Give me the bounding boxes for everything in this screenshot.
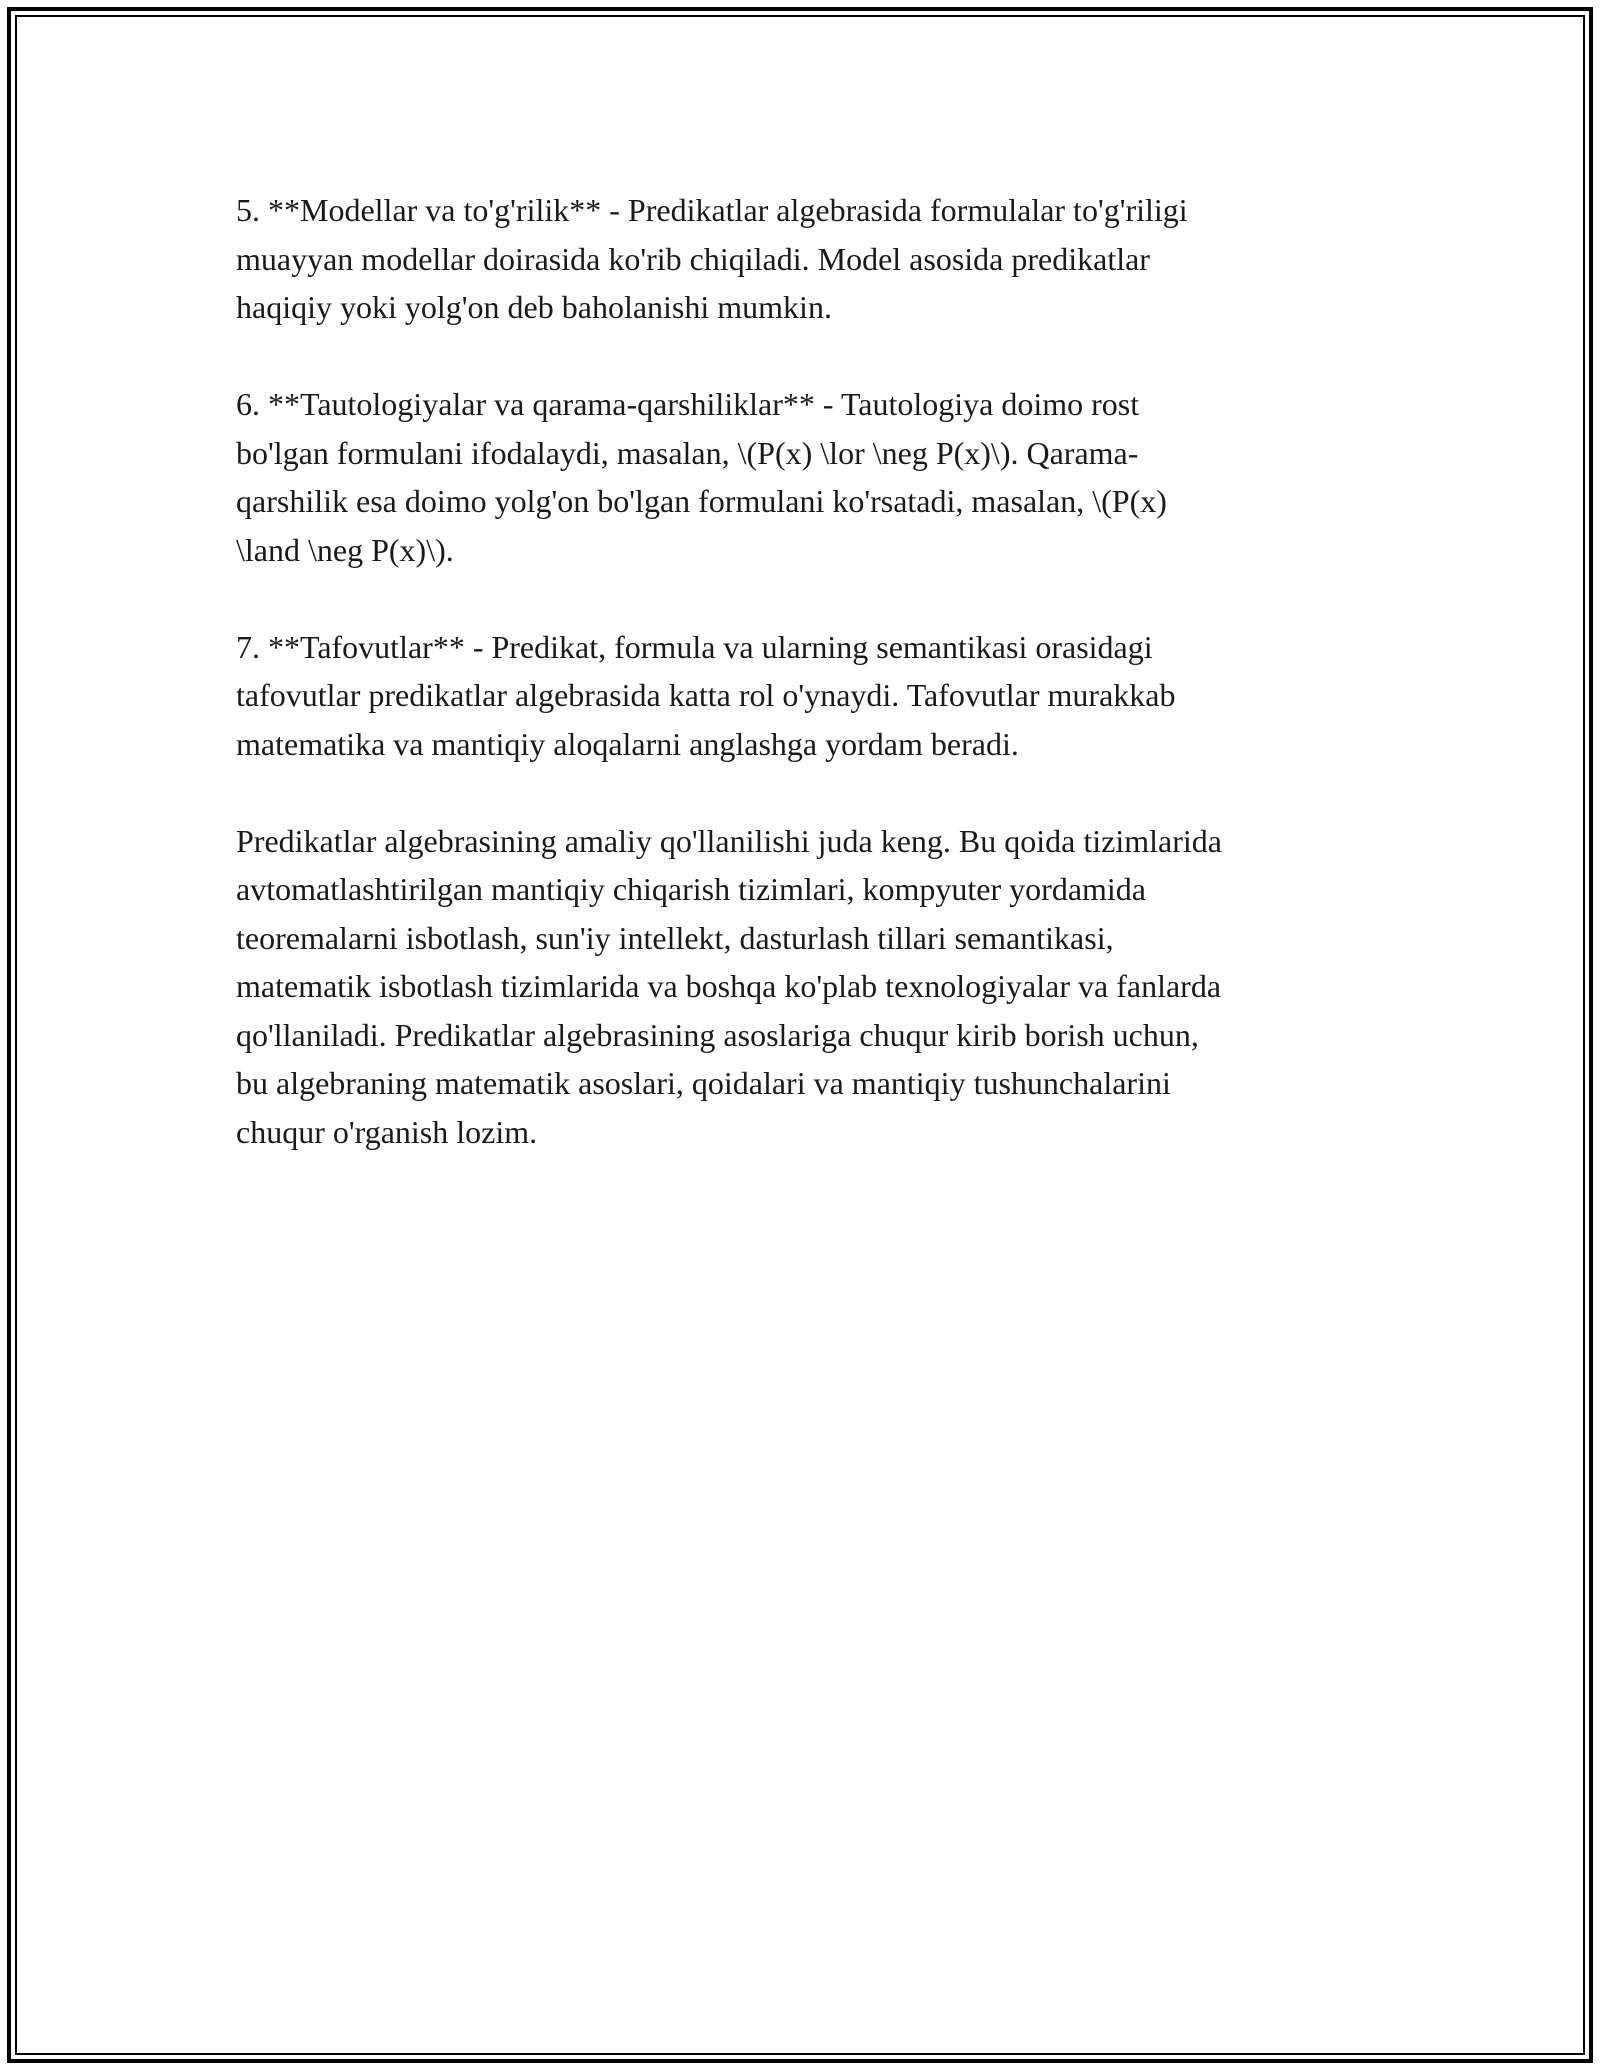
paragraph-differences: 7. **Tafovutlar** - Predikat, formula va ularning semantikasi orasidagi tafovutlar predikatlar algebrasida katta rol o'ynaydi. Tafovutlar murakkab matematika va mantiqiy aloqalarni anglashga yordam beradi. [236, 628, 1176, 762]
paragraph-tautologies: 6. **Tautologiyalar va qarama-qarshiliklar** - Tautologiya doimo rost bo'lgan formulani ifodalaydi, masalan, \(P(x) \lor \neg P(x)\). Qarama- qarshilik esa doimo yolg'on bo'lgan formulani ko'rsatadi, masalan, \(P(x) \land \neg P(x)\). [236, 386, 1167, 568]
paragraph-applications: Predikatlar algebrasining amaliy qo'llanilishi juda keng. Bu qoida tizimlarida avtomatlashtirilgan mantiqiy chiqarish tizimlari, kompyuter yordamida teoremalarni isbotlash, sun'iy intellekt, dasturlash tillari semantikasi, matematik isbotlash tizimlarida va boshqa ko'plab texnologiyalar va fanlarda qo'llaniladi. Predikatlar algebrasining asoslariga chuqur kirib borish uchun, bu algebraning matematik asoslari, qoidalari va mantiqiy tushunchalarini chuqur o'rganish lozim. [236, 822, 1222, 1150]
document-body [236, 186, 1376, 1205]
paragraph-models: 5. **Modellar va to'g'rilik** - Predikatlar algebrasida formulalar to'g'riligi muayyan modellar doirasida ko'rib chiqiladi. Model asosida predikatlar haqiqiy yoki yolg'on deb baholanishi mumkin. [236, 192, 1188, 325]
